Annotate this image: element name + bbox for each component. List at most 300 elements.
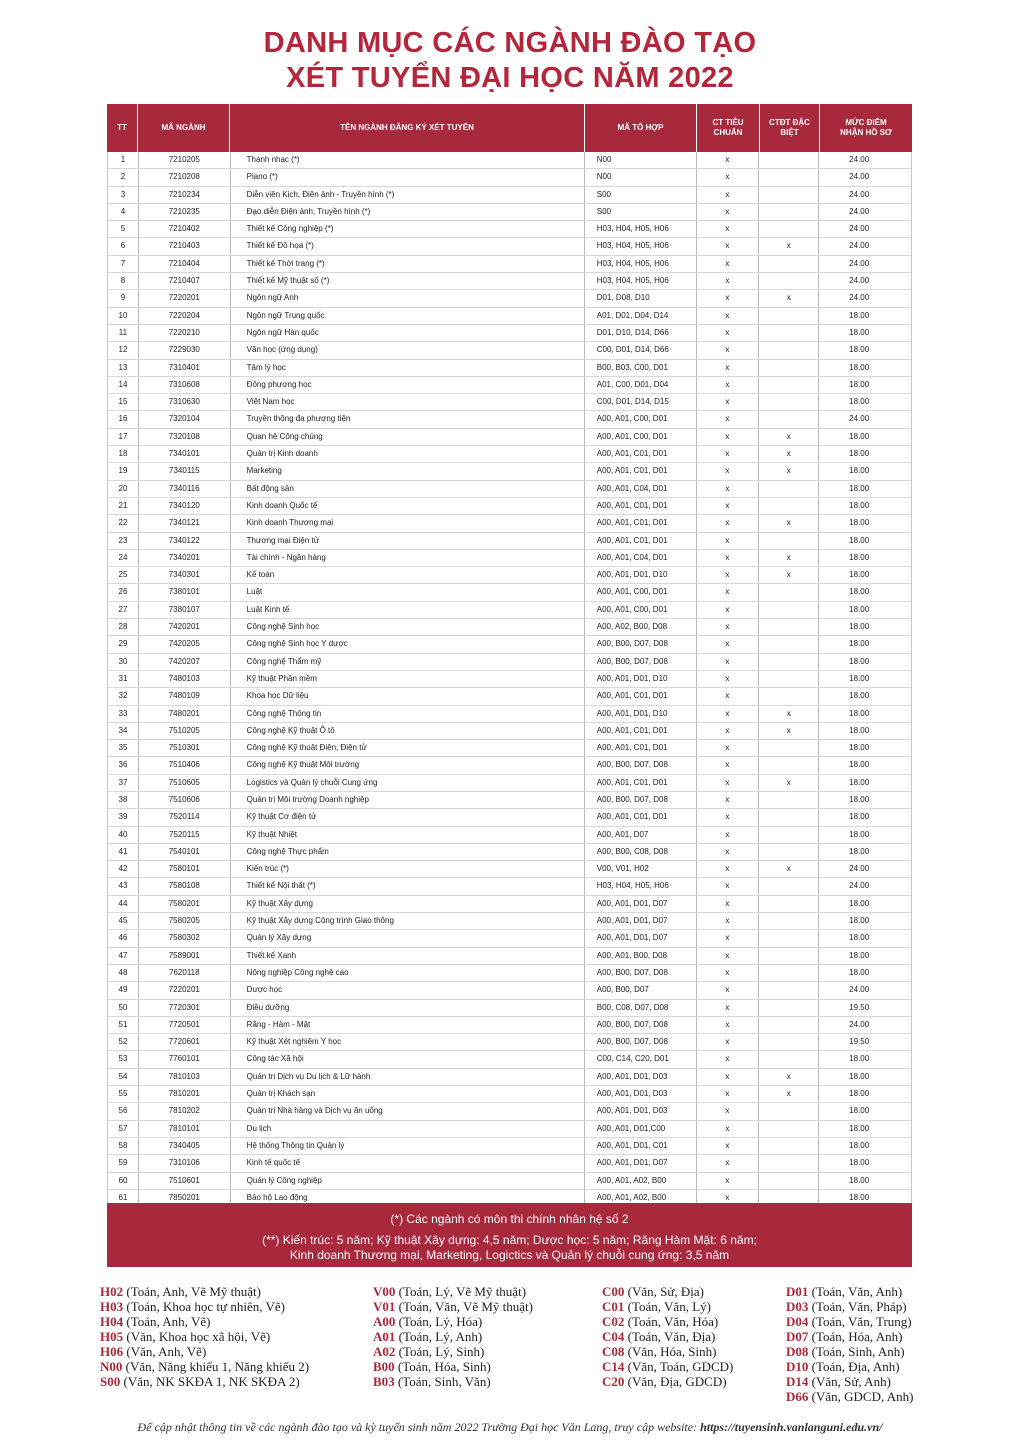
cell-ma-nganh: 7850201 — [139, 1190, 231, 1207]
cell-tt: 53 — [108, 1051, 139, 1067]
legend-column-2 — [373, 1284, 533, 1389]
cell-ten-nganh: Công nghệ Sinh học — [231, 619, 585, 635]
table-row — [108, 740, 911, 757]
cell-ma-to-hop: A00, A01, C01, D01 — [585, 740, 697, 756]
legend-code: C01 — [602, 1299, 625, 1314]
cell-ma-to-hop: A00, A01, C01, D01 — [585, 775, 697, 791]
legend-desc: (Văn, Anh, Vẽ) — [126, 1344, 207, 1359]
cell-muc-diem: 18.00 — [849, 500, 870, 510]
cell-ma-nganh: 7810201 — [139, 1086, 231, 1102]
cell-ten-nganh: Quan hệ Công chúng — [231, 429, 585, 445]
table-row — [108, 619, 911, 636]
cell-muc-diem: 18.00 — [849, 345, 870, 355]
table-row — [108, 481, 911, 498]
cell-ma-nganh: 7480201 — [139, 706, 231, 722]
header-ma-to-hop: MÃ TỔ HỢP — [585, 104, 697, 152]
legend-desc: (Văn, Hóa, Sinh) — [627, 1344, 717, 1359]
cell-ma-nganh: 7210404 — [139, 256, 231, 272]
legend-code: D14 — [786, 1374, 809, 1389]
cell-ma-nganh: 7220210 — [139, 325, 231, 341]
cell-ctdt-dac-biet — [759, 533, 819, 549]
cell-ten-nganh: Piano (*) — [231, 169, 585, 185]
legend-code: S00 — [100, 1374, 121, 1389]
cell-tt: 44 — [108, 896, 139, 912]
cell-muc-diem: 24.00 — [849, 189, 870, 199]
cell-tt: 55 — [108, 1086, 139, 1102]
table-row — [108, 982, 911, 999]
cell-ctdt-dac-biet: x — [759, 515, 819, 531]
cell-muc-diem: 18.00 — [849, 1106, 870, 1116]
cell-ma-to-hop: A00, B00, D07, D08 — [585, 792, 697, 808]
cell-ten-nganh: Răng - Hàm - Mặt — [231, 1017, 585, 1033]
cell-ma-nganh: 7310401 — [139, 360, 231, 376]
cell-ten-nganh: Đạo diễn Điện ảnh, Truyền hình (*) — [231, 204, 585, 220]
cell-ct-tieu-chuan: x — [697, 757, 760, 773]
table-row — [108, 342, 911, 359]
header-ten-nganh: TÊN NGÀNH ĐĂNG KÝ XÉT TUYỂN — [230, 104, 585, 152]
cell-ct-tieu-chuan: x — [697, 481, 760, 497]
cell-tt: 3 — [108, 187, 139, 203]
table-row — [108, 169, 911, 186]
cell-ten-nganh: Truyền thông đa phương tiện — [231, 411, 585, 427]
cell-muc-diem: 24.00 — [849, 881, 870, 891]
cell-ctdt-dac-biet: x — [759, 238, 819, 254]
cell-ma-nganh: 7210403 — [139, 238, 231, 254]
cell-muc-diem: 24.00 — [849, 172, 870, 182]
cell-ctdt-dac-biet — [759, 204, 819, 220]
legend-item — [373, 1284, 533, 1299]
cell-ctdt-dac-biet — [759, 878, 819, 894]
cell-ctdt-dac-biet: x — [759, 550, 819, 566]
cell-ten-nganh: Quản lý Công nghiệp — [231, 1173, 585, 1189]
cell-ten-nganh: Công nghệ Thẩm mỹ — [231, 654, 585, 670]
legend-item — [602, 1314, 733, 1329]
cell-ctdt-dac-biet — [759, 1138, 819, 1154]
cell-ma-nganh: 7510406 — [139, 757, 231, 773]
table-row — [108, 533, 911, 550]
cell-ct-tieu-chuan: x — [697, 1155, 760, 1171]
cell-muc-diem: 18.00 — [849, 310, 870, 320]
cell-muc-diem: 18.00 — [849, 570, 870, 580]
cell-ma-nganh: 7229030 — [139, 342, 231, 358]
legend-item — [100, 1374, 309, 1389]
cell-muc-diem: 18.00 — [849, 379, 870, 389]
cell-ct-tieu-chuan: x — [697, 204, 760, 220]
cell-tt: 41 — [108, 844, 139, 860]
cell-ma-to-hop: A01, D01, D04, D14 — [585, 308, 697, 324]
cell-tt: 48 — [108, 965, 139, 981]
cell-ct-tieu-chuan: x — [697, 844, 760, 860]
cell-ma-nganh: 7720601 — [139, 1034, 231, 1050]
legend-item — [602, 1329, 733, 1344]
cell-ct-tieu-chuan: x — [697, 878, 760, 894]
footer-note — [0, 1420, 1020, 1435]
cell-ten-nganh: Thiết kế Đồ họa (*) — [231, 238, 585, 254]
table-row — [108, 1000, 911, 1017]
cell-muc-diem: 18.00 — [849, 691, 870, 701]
cell-tt: 60 — [108, 1173, 139, 1189]
table-body — [107, 152, 912, 1208]
table-row — [108, 360, 911, 377]
cell-ten-nganh: Du lịch — [231, 1121, 585, 1137]
cell-ma-to-hop: A00, B00, D07, D08 — [585, 1034, 697, 1050]
cell-ma-nganh: 7520114 — [139, 809, 231, 825]
table-row — [108, 152, 911, 169]
cell-ma-to-hop: A00, B00, D07 — [585, 982, 697, 998]
cell-tt: 46 — [108, 930, 139, 946]
cell-muc-diem: 24.00 — [849, 414, 870, 424]
cell-tt: 7 — [108, 256, 139, 272]
cell-muc-diem: 18.00 — [849, 656, 870, 666]
cell-ct-tieu-chuan: x — [697, 1051, 760, 1067]
cell-ctdt-dac-biet — [759, 654, 819, 670]
cell-ma-nganh: 7540101 — [139, 844, 231, 860]
cell-tt: 21 — [108, 498, 139, 514]
cell-ct-tieu-chuan: x — [697, 982, 760, 998]
legend-item — [373, 1344, 533, 1359]
cell-ten-nganh: Tài chính - Ngân hàng — [231, 550, 585, 566]
cell-tt: 49 — [108, 982, 139, 998]
header-muc-diem: MỨC ĐIỂM NHẬN HỒ SƠ — [840, 118, 892, 137]
cell-ctdt-dac-biet — [759, 342, 819, 358]
cell-ten-nganh: Kỹ thuật Nhiệt — [231, 827, 585, 843]
cell-muc-diem: 18.00 — [849, 1175, 870, 1185]
cell-ct-tieu-chuan: x — [697, 533, 760, 549]
cell-ctdt-dac-biet — [759, 308, 819, 324]
legend-code: V00 — [373, 1284, 396, 1299]
cell-ctdt-dac-biet: x — [759, 1086, 819, 1102]
legend-code: A02 — [373, 1344, 396, 1359]
cell-muc-diem: 18.00 — [849, 535, 870, 545]
note-line-2: (**) Kiến trúc: 5 năm; Kỹ thuật Xây dựng: 4,5 năm; Dược học: 5 năm; Răng Hàm Mặt: 6 năm; — [262, 1233, 757, 1247]
cell-tt: 31 — [108, 671, 139, 687]
cell-ma-to-hop: A00, A01, C01, D01 — [585, 463, 697, 479]
cell-tt: 23 — [108, 533, 139, 549]
cell-muc-diem: 24.00 — [849, 864, 870, 874]
cell-ten-nganh: Quản trị Môi trường Doanh nghiệp — [231, 792, 585, 808]
cell-muc-diem: 18.00 — [849, 327, 870, 337]
cell-tt: 2 — [108, 169, 139, 185]
cell-muc-diem: 18.00 — [849, 397, 870, 407]
cell-ctdt-dac-biet: x — [759, 567, 819, 583]
cell-ma-to-hop: A00, A01, C00, D01 — [585, 602, 697, 618]
legend-code: A00 — [373, 1314, 396, 1329]
legend-desc: (Toán, Anh, Vẽ) — [126, 1314, 211, 1329]
cell-ct-tieu-chuan: x — [697, 740, 760, 756]
legend-item — [373, 1299, 533, 1314]
cell-ma-nganh: 7480109 — [139, 688, 231, 704]
cell-muc-diem: 18.00 — [849, 777, 870, 787]
cell-ma-nganh: 7380101 — [139, 584, 231, 600]
cell-ten-nganh: Công nghệ Kỹ thuật Điện, Điện tử — [231, 740, 585, 756]
cell-ma-nganh: 7380107 — [139, 602, 231, 618]
legend-desc: (Văn, Năng khiếu 1, Năng khiếu 2) — [125, 1359, 310, 1374]
cell-ma-nganh: 7210235 — [139, 204, 231, 220]
cell-ct-tieu-chuan: x — [697, 723, 760, 739]
cell-ctdt-dac-biet — [759, 1155, 819, 1171]
cell-tt: 16 — [108, 411, 139, 427]
cell-ten-nganh: Marketing — [231, 463, 585, 479]
cell-ma-nganh: 7210407 — [139, 273, 231, 289]
table-row — [108, 913, 911, 930]
cell-ma-to-hop: A00, A01, A02, B00 — [585, 1190, 697, 1207]
cell-ct-tieu-chuan: x — [697, 1034, 760, 1050]
cell-ctdt-dac-biet — [759, 757, 819, 773]
cell-ct-tieu-chuan: x — [697, 930, 760, 946]
cell-ct-tieu-chuan: x — [697, 273, 760, 289]
cell-ten-nganh: Thiết kế Công nghiệp (*) — [231, 221, 585, 237]
cell-tt: 25 — [108, 567, 139, 583]
cell-ct-tieu-chuan: x — [697, 671, 760, 687]
cell-ma-nganh: 7580108 — [139, 878, 231, 894]
legend-desc: (Văn, Sử, Địa) — [627, 1284, 705, 1299]
cell-ct-tieu-chuan: x — [697, 187, 760, 203]
cell-ma-to-hop: A00, A01, D01, D03 — [585, 1086, 697, 1102]
table-row — [108, 429, 911, 446]
cell-ma-to-hop: A00, A01, C01, D01 — [585, 498, 697, 514]
cell-ctdt-dac-biet — [759, 360, 819, 376]
legend-item — [373, 1374, 533, 1389]
cell-tt: 18 — [108, 446, 139, 462]
cell-muc-diem: 18.00 — [849, 1123, 870, 1133]
cell-ctdt-dac-biet — [759, 377, 819, 393]
cell-ma-nganh: 7220204 — [139, 308, 231, 324]
cell-ma-nganh: 7340115 — [139, 463, 231, 479]
cell-ma-to-hop: A00, A01, C01, D01 — [585, 446, 697, 462]
cell-ten-nganh: Ngôn ngữ Hàn quốc — [231, 325, 585, 341]
legend-desc: (Toán, Văn, Anh) — [811, 1284, 903, 1299]
cell-ct-tieu-chuan: x — [697, 1190, 760, 1207]
cell-ma-to-hop: A00, A01, C04, D01 — [585, 550, 697, 566]
legend-code: C00 — [602, 1284, 625, 1299]
cell-ma-nganh: 7589001 — [139, 948, 231, 964]
cell-ma-nganh: 7420205 — [139, 636, 231, 652]
cell-ten-nganh: Quản trị Khách sạn — [231, 1086, 585, 1102]
cell-ct-tieu-chuan: x — [697, 706, 760, 722]
cell-ma-to-hop: A00, A01, C00, D01 — [585, 584, 697, 600]
table-row — [108, 844, 911, 861]
legend-desc: (Toán, Lý, Hóa) — [398, 1314, 483, 1329]
table-row — [108, 394, 911, 411]
cell-tt: 22 — [108, 515, 139, 531]
cell-ma-nganh: 7510605 — [139, 775, 231, 791]
cell-ma-to-hop: A00, B00, D07, D08 — [585, 757, 697, 773]
cell-ma-to-hop: H03, H04, H05, H06 — [585, 878, 697, 894]
cell-muc-diem: 18.00 — [849, 1089, 870, 1099]
cell-ma-nganh: 7210234 — [139, 187, 231, 203]
cell-ct-tieu-chuan: x — [697, 913, 760, 929]
legend-desc: (Toán, Lý, Anh) — [398, 1329, 483, 1344]
table-row — [108, 411, 911, 428]
cell-ct-tieu-chuan: x — [697, 948, 760, 964]
cell-ct-tieu-chuan: x — [697, 775, 760, 791]
legend-desc: (Văn, GDCD, Anh) — [811, 1389, 914, 1404]
cell-muc-diem: 18.00 — [849, 431, 870, 441]
table-row — [108, 1173, 911, 1190]
cell-ctdt-dac-biet: x — [759, 775, 819, 791]
cell-ct-tieu-chuan: x — [697, 221, 760, 237]
legend-code: B00 — [373, 1359, 395, 1374]
legend-code: D07 — [786, 1329, 809, 1344]
cell-tt: 47 — [108, 948, 139, 964]
legend-code: H02 — [100, 1284, 124, 1299]
cell-tt: 28 — [108, 619, 139, 635]
cell-ma-to-hop: A00, A01, C01, D01 — [585, 533, 697, 549]
cell-ma-to-hop: C00, D01, D14, D66 — [585, 342, 697, 358]
cell-ma-to-hop: S00 — [585, 204, 697, 220]
cell-ma-nganh: 7580205 — [139, 913, 231, 929]
legend-desc: (Toán, Văn, Địa) — [627, 1329, 716, 1344]
table-header — [107, 104, 912, 152]
cell-ctdt-dac-biet — [759, 169, 819, 185]
cell-ma-to-hop: A00, A01, D01, D07 — [585, 1155, 697, 1171]
cell-ctdt-dac-biet — [759, 481, 819, 497]
cell-tt: 1 — [108, 152, 139, 168]
table-row — [108, 308, 911, 325]
cell-ma-nganh: 7340405 — [139, 1138, 231, 1154]
cell-ct-tieu-chuan: x — [697, 498, 760, 514]
cell-ctdt-dac-biet — [759, 948, 819, 964]
table-row — [108, 878, 911, 895]
legend-code: C20 — [602, 1374, 625, 1389]
cell-ma-to-hop: A00, A01, A02, B00 — [585, 1173, 697, 1189]
legend-code: A01 — [373, 1329, 396, 1344]
cell-ten-nganh: Công tác Xã hội — [231, 1051, 585, 1067]
legend-column-3 — [602, 1284, 733, 1389]
cell-ten-nganh: Kinh doanh Thương mại — [231, 515, 585, 531]
cell-ctdt-dac-biet — [759, 325, 819, 341]
cell-ten-nganh: Nông nghiệp Công nghệ cao — [231, 965, 585, 981]
cell-muc-diem: 18.00 — [849, 933, 870, 943]
cell-muc-diem: 18.00 — [849, 673, 870, 683]
legend-code: H05 — [100, 1329, 124, 1344]
cell-tt: 27 — [108, 602, 139, 618]
cell-ct-tieu-chuan: x — [697, 325, 760, 341]
legend-item — [602, 1359, 733, 1374]
note-line-3: Kinh doanh Thương mại, Marketing, Logictics và Quản lý chuỗi cung ứng: 3,5 năm — [289, 1248, 730, 1262]
cell-ma-nganh: 7760101 — [139, 1051, 231, 1067]
table-row — [108, 896, 911, 913]
cell-muc-diem: 18.00 — [849, 1158, 870, 1168]
cell-ctdt-dac-biet — [759, 411, 819, 427]
legend-item — [373, 1314, 533, 1329]
cell-tt: 20 — [108, 481, 139, 497]
legend-item — [602, 1344, 733, 1359]
cell-ma-to-hop: A00, A01, C01, D01 — [585, 809, 697, 825]
table-row — [108, 446, 911, 463]
legend-item — [786, 1374, 913, 1389]
cell-ct-tieu-chuan: x — [697, 1017, 760, 1033]
cell-ma-nganh: 7480103 — [139, 671, 231, 687]
cell-ten-nganh: Công nghệ Thực phẩm — [231, 844, 585, 860]
cell-ct-tieu-chuan: x — [697, 619, 760, 635]
cell-muc-diem: 18.00 — [849, 604, 870, 614]
legend-item — [373, 1329, 533, 1344]
cell-ma-nganh: 7420207 — [139, 654, 231, 670]
cell-ct-tieu-chuan: x — [697, 688, 760, 704]
cell-ten-nganh: Hệ thống Thông tin Quản lý — [231, 1138, 585, 1154]
cell-ma-nganh: 7340121 — [139, 515, 231, 531]
cell-tt: 35 — [108, 740, 139, 756]
table-row — [108, 688, 911, 705]
cell-ten-nganh: Ngôn ngữ Trung quốc — [231, 308, 585, 324]
cell-ct-tieu-chuan: x — [697, 446, 760, 462]
cell-ct-tieu-chuan: x — [697, 965, 760, 981]
cell-ct-tieu-chuan: x — [697, 567, 760, 583]
cell-muc-diem: 18.00 — [849, 812, 870, 822]
cell-muc-diem: 24.00 — [849, 1019, 870, 1029]
cell-muc-diem: 18.00 — [849, 483, 870, 493]
cell-ma-nganh: 7210402 — [139, 221, 231, 237]
cell-muc-diem: 24.00 — [849, 224, 870, 234]
cell-ctdt-dac-biet — [759, 152, 819, 168]
cell-ctdt-dac-biet: x — [759, 861, 819, 877]
cell-ten-nganh: Dược học — [231, 982, 585, 998]
cell-ten-nganh: Điều dưỡng — [231, 1000, 585, 1016]
cell-tt: 56 — [108, 1103, 139, 1119]
note-line-1: (*) Các ngành có môn thi chính nhân hệ số 2 — [390, 1212, 629, 1226]
cell-ctdt-dac-biet — [759, 1017, 819, 1033]
table-row — [108, 584, 911, 601]
cell-ma-to-hop: S00 — [585, 187, 697, 203]
cell-ten-nganh: Quản trị Dịch vụ Du lịch & Lữ hành — [231, 1069, 585, 1085]
table-row — [108, 1121, 911, 1138]
cell-ct-tieu-chuan: x — [697, 256, 760, 272]
cell-muc-diem: 18.00 — [849, 1054, 870, 1064]
cell-ma-to-hop: V00, V01, H02 — [585, 861, 697, 877]
cell-ctdt-dac-biet: x — [759, 463, 819, 479]
cell-ctdt-dac-biet — [759, 913, 819, 929]
cell-tt: 39 — [108, 809, 139, 825]
cell-muc-diem: 18.00 — [849, 916, 870, 926]
cell-ma-to-hop: H03, H04, H05, H06 — [585, 221, 697, 237]
header-ct-tieu-chuan: CT TIÊU CHUẨN — [697, 104, 760, 152]
cell-muc-diem: 24.00 — [849, 293, 870, 303]
cell-ctdt-dac-biet — [759, 1121, 819, 1137]
table-row — [108, 671, 911, 688]
cell-tt: 4 — [108, 204, 139, 220]
table-row — [108, 706, 911, 723]
cell-ma-to-hop: A00, A01, C01, D01 — [585, 723, 697, 739]
cell-ctdt-dac-biet — [759, 688, 819, 704]
cell-ten-nganh: Bảo hộ Lao động — [231, 1190, 585, 1207]
cell-ten-nganh: Quản trị Nhà hàng và Dịch vụ ăn uống — [231, 1103, 585, 1119]
cell-ten-nganh: Công nghệ Sinh học Y dược — [231, 636, 585, 652]
cell-ma-to-hop: A00, A01, D01, C01 — [585, 1138, 697, 1154]
cell-ctdt-dac-biet — [759, 792, 819, 808]
cell-ten-nganh: Thiết kế Mỹ thuật số (*) — [231, 273, 585, 289]
cell-ten-nganh: Kỹ thuật Xét nghiệm Y học — [231, 1034, 585, 1050]
legend-desc: (Toán, Lý, Sinh) — [398, 1344, 485, 1359]
table-row — [108, 757, 911, 774]
cell-ma-to-hop: H03, H04, H05, H06 — [585, 238, 697, 254]
cell-ten-nganh: Kỹ thuật Cơ điện tử — [231, 809, 585, 825]
legend-desc: (Toán, Văn, Hóa) — [627, 1314, 719, 1329]
cell-ma-to-hop: B00, C08, D07, D08 — [585, 1000, 697, 1016]
cell-ct-tieu-chuan: x — [697, 636, 760, 652]
legend-desc: (Toán, Lý, Vẽ Mỹ thuật) — [398, 1284, 527, 1299]
cell-tt: 10 — [108, 308, 139, 324]
cell-ma-nganh: 7340101 — [139, 446, 231, 462]
cell-ten-nganh: Logistics và Quản lý chuỗi Cung ứng — [231, 775, 585, 791]
cell-tt: 33 — [108, 706, 139, 722]
website-link[interactable]: https://tuyensinh.vanlanguni.edu.vn/ — [700, 1420, 883, 1434]
cell-ten-nganh: Bất động sản — [231, 481, 585, 497]
cell-ten-nganh: Luật — [231, 584, 585, 600]
legend-code: D04 — [786, 1314, 809, 1329]
table-row — [108, 221, 911, 238]
cell-muc-diem: 18.00 — [849, 449, 870, 459]
